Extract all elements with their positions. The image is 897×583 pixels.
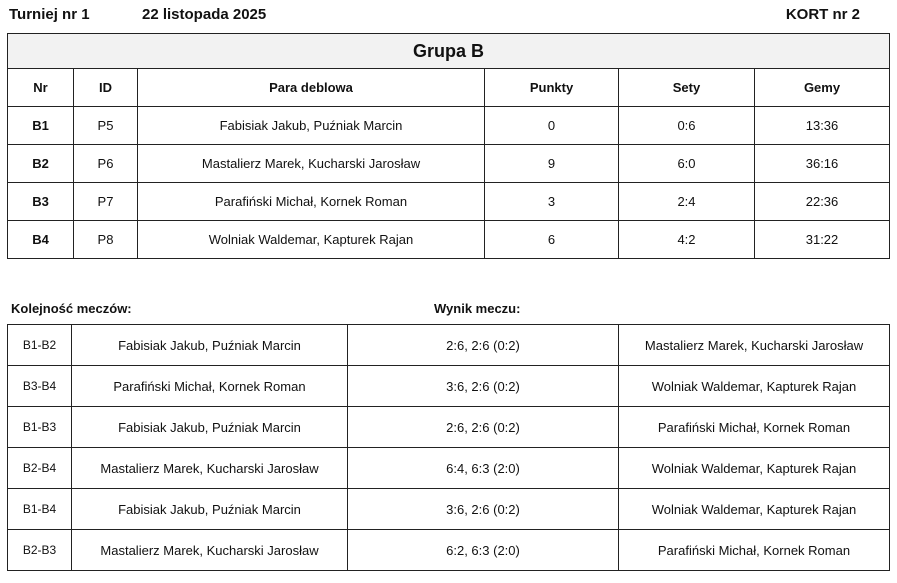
match-score: 6:2, 6:3 (2:0) bbox=[348, 530, 619, 571]
match-away-pair: Wolniak Waldemar, Kapturek Rajan bbox=[619, 366, 890, 407]
match-away-pair: Parafiński Michał, Kornek Roman bbox=[619, 530, 890, 571]
match-order-label: Kolejność meczów: bbox=[11, 301, 132, 316]
match-code: B2-B4 bbox=[8, 448, 72, 489]
cell-points: 0 bbox=[485, 107, 619, 145]
match-code: B1-B3 bbox=[8, 407, 72, 448]
table-row bbox=[8, 145, 890, 183]
cell-games: 22:36 bbox=[755, 183, 890, 221]
court-label: KORT nr 2 bbox=[785, 6, 860, 23]
match-away-pair: Wolniak Waldemar, Kapturek Rajan bbox=[619, 489, 890, 530]
match-score: 2:6, 2:6 (0:2) bbox=[348, 325, 619, 366]
table-row bbox=[8, 183, 890, 221]
match-home-pair: Fabisiak Jakub, Puźniak Marcin bbox=[72, 489, 348, 530]
cell-nr: B4 bbox=[8, 221, 74, 259]
group-title: Grupa B bbox=[8, 34, 890, 69]
col-header-points: Punkty bbox=[485, 69, 619, 107]
match-home-pair: Fabisiak Jakub, Puźniak Marcin bbox=[72, 407, 348, 448]
match-row bbox=[8, 366, 890, 407]
match-home-pair: Mastalierz Marek, Kucharski Jarosław bbox=[72, 448, 348, 489]
group-table bbox=[7, 33, 890, 259]
match-score: 3:6, 2:6 (0:2) bbox=[348, 366, 619, 407]
match-row bbox=[8, 325, 890, 366]
match-score: 6:4, 6:3 (2:0) bbox=[348, 448, 619, 489]
tournament-label: Turniej nr 1 bbox=[9, 6, 90, 23]
col-header-nr: Nr bbox=[8, 69, 74, 107]
cell-id: P7 bbox=[74, 183, 138, 221]
cell-points: 9 bbox=[485, 145, 619, 183]
match-away-pair: Mastalierz Marek, Kucharski Jarosław bbox=[619, 325, 890, 366]
match-row bbox=[8, 448, 890, 489]
cell-sets: 2:4 bbox=[619, 183, 755, 221]
cell-games: 36:16 bbox=[755, 145, 890, 183]
matches-table bbox=[7, 324, 890, 571]
col-header-pair: Para deblowa bbox=[138, 69, 485, 107]
cell-pair: Mastalierz Marek, Kucharski Jarosław bbox=[138, 145, 485, 183]
match-row bbox=[8, 489, 890, 530]
col-header-sets: Sety bbox=[619, 69, 755, 107]
match-code: B1-B4 bbox=[8, 489, 72, 530]
date-label: 22 listopada 2025 bbox=[142, 6, 267, 23]
match-result-label: Wynik meczu: bbox=[434, 301, 521, 316]
match-row bbox=[8, 407, 890, 448]
cell-pair: Fabisiak Jakub, Puźniak Marcin bbox=[138, 107, 485, 145]
cell-sets: 0:6 bbox=[619, 107, 755, 145]
table-row bbox=[8, 107, 890, 145]
match-home-pair: Fabisiak Jakub, Puźniak Marcin bbox=[72, 325, 348, 366]
cell-id: P6 bbox=[74, 145, 138, 183]
cell-games: 31:22 bbox=[755, 221, 890, 259]
match-away-pair: Parafiński Michał, Kornek Roman bbox=[619, 407, 890, 448]
cell-nr: B3 bbox=[8, 183, 74, 221]
table-row bbox=[8, 221, 890, 259]
match-score: 3:6, 2:6 (0:2) bbox=[348, 489, 619, 530]
cell-points: 3 bbox=[485, 183, 619, 221]
cell-id: P5 bbox=[74, 107, 138, 145]
match-row bbox=[8, 530, 890, 571]
match-home-pair: Parafiński Michał, Kornek Roman bbox=[72, 366, 348, 407]
cell-sets: 4:2 bbox=[619, 221, 755, 259]
cell-nr: B1 bbox=[8, 107, 74, 145]
cell-sets: 6:0 bbox=[619, 145, 755, 183]
match-code: B1-B2 bbox=[8, 325, 72, 366]
group-header-row bbox=[8, 69, 890, 107]
match-away-pair: Wolniak Waldemar, Kapturek Rajan bbox=[619, 448, 890, 489]
col-header-games: Gemy bbox=[755, 69, 890, 107]
match-code: B3-B4 bbox=[8, 366, 72, 407]
col-header-id: ID bbox=[74, 69, 138, 107]
match-code: B2-B3 bbox=[8, 530, 72, 571]
cell-points: 6 bbox=[485, 221, 619, 259]
match-score: 2:6, 2:6 (0:2) bbox=[348, 407, 619, 448]
cell-nr: B2 bbox=[8, 145, 74, 183]
cell-pair: Parafiński Michał, Kornek Roman bbox=[138, 183, 485, 221]
cell-id: P8 bbox=[74, 221, 138, 259]
cell-pair: Wolniak Waldemar, Kapturek Rajan bbox=[138, 221, 485, 259]
match-home-pair: Mastalierz Marek, Kucharski Jarosław bbox=[72, 530, 348, 571]
group-title-row bbox=[8, 34, 890, 69]
cell-games: 13:36 bbox=[755, 107, 890, 145]
